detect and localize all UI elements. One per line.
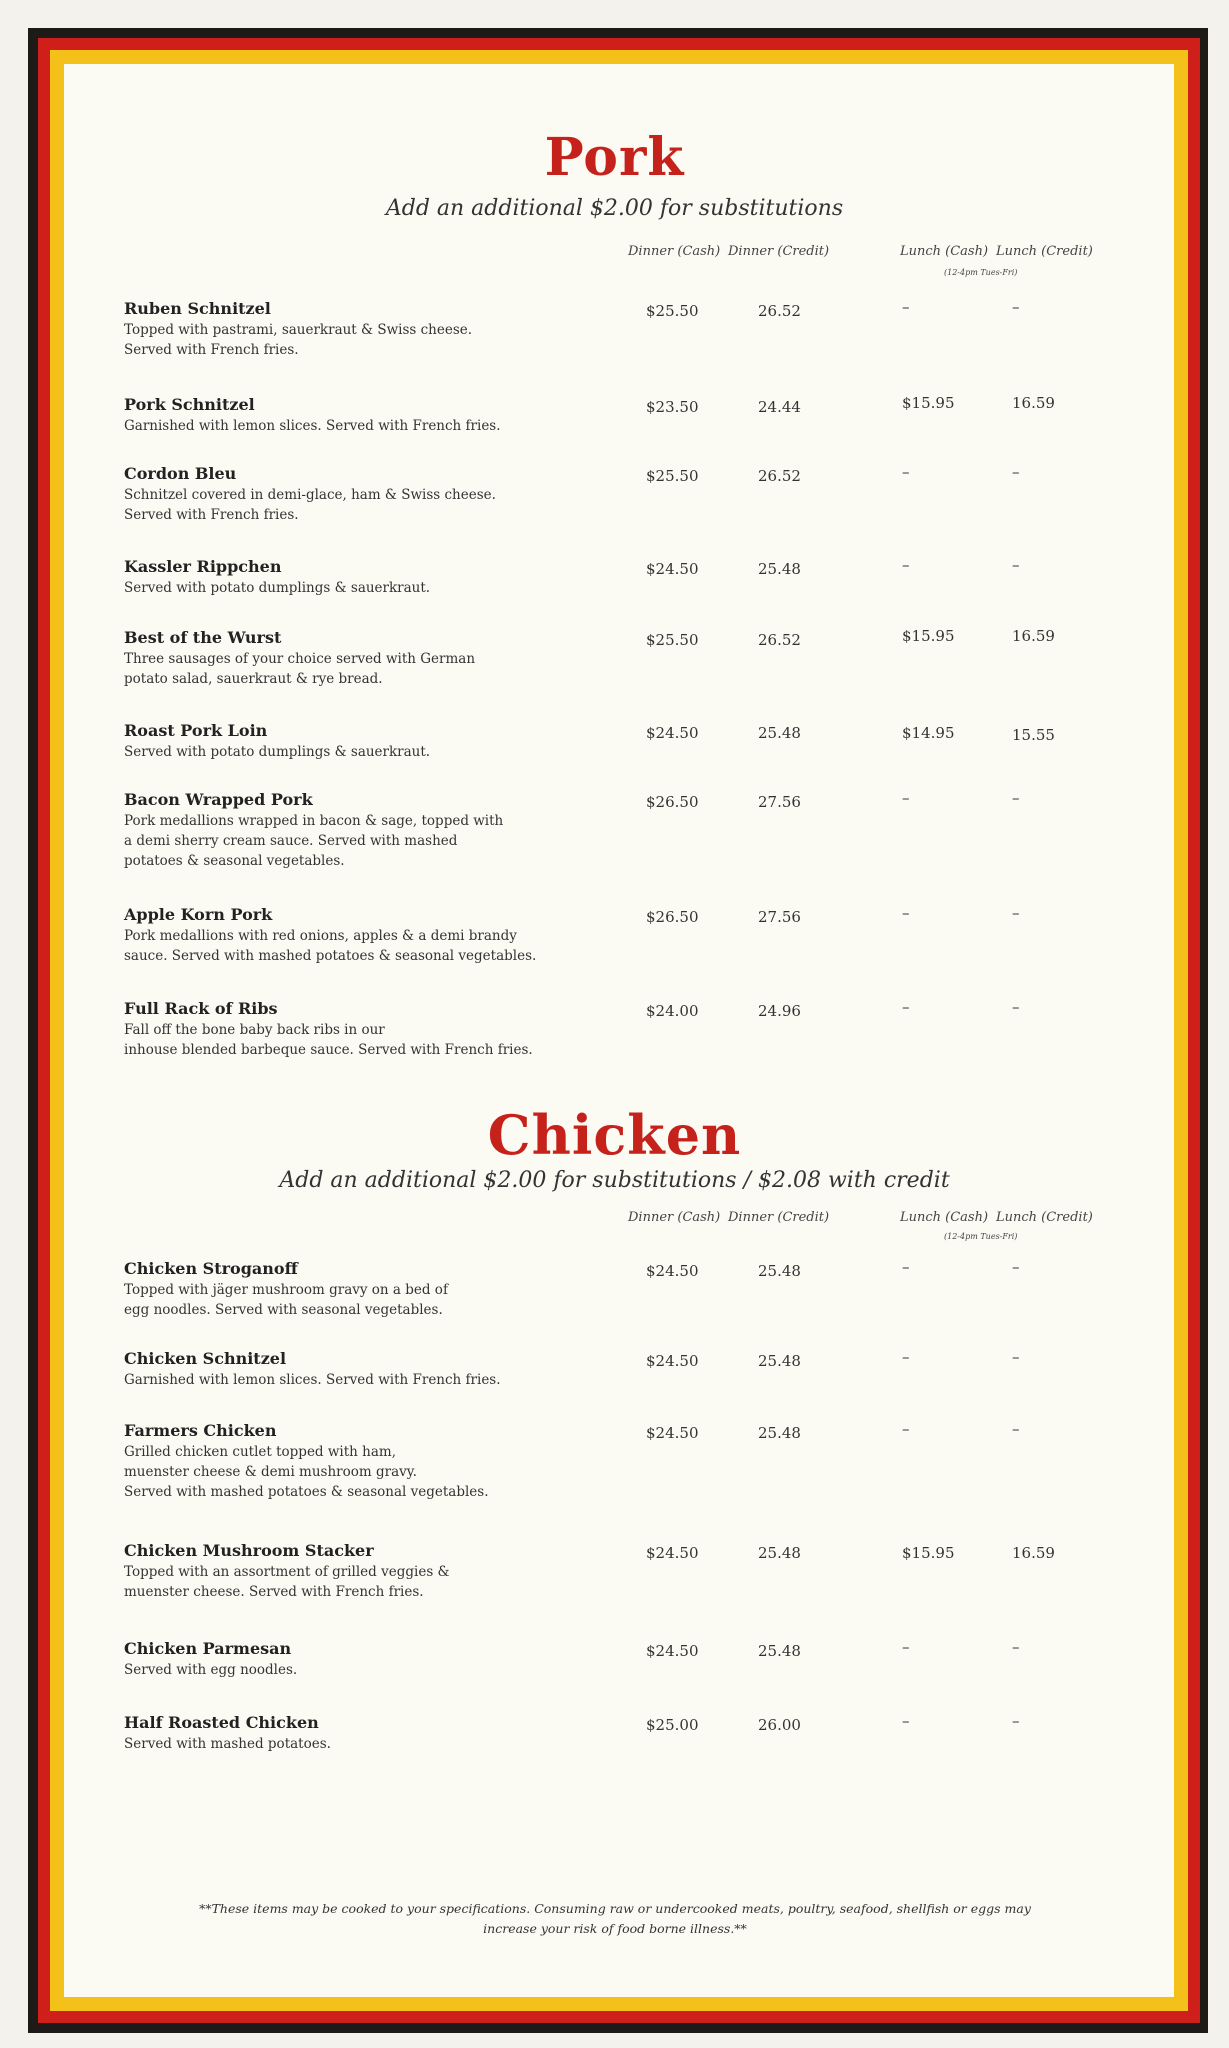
pork-section-title: Pork xyxy=(544,127,685,188)
price-lunch-credit: – xyxy=(1012,1348,1020,1366)
price-lunch-credit: – xyxy=(1012,789,1020,807)
price-dinner-cash: $23.50 xyxy=(646,398,699,416)
price-lunch-cash: – xyxy=(902,463,910,481)
price-lunch-credit: – xyxy=(1012,298,1020,316)
price-lunch-cash: $15.95 xyxy=(902,394,955,412)
menu-item-name: Full Rack of Ribs xyxy=(124,999,278,1018)
menu-item xyxy=(124,720,644,762)
price-lunch-credit: 16.59 xyxy=(1012,394,1055,412)
menu-item xyxy=(124,1540,644,1602)
price-lunch-credit: – xyxy=(1012,1712,1020,1730)
menu-item xyxy=(124,1638,644,1680)
price-lunch-cash: – xyxy=(902,556,910,574)
menu-item-desc: Topped with pastrami, sauerkraut & Swiss cheese. xyxy=(124,322,473,338)
menu-item-desc: Served with potato dumplings & sauerkraut. xyxy=(124,580,431,596)
pork-header-dinner-cash: Dinner (Cash) xyxy=(628,244,721,259)
menu-item-desc: Grilled chicken cutlet topped with ham, xyxy=(124,1444,396,1460)
price-lunch-credit: – xyxy=(1012,556,1020,574)
price-dinner-credit: 25.48 xyxy=(758,560,801,578)
price-dinner-cash: $24.50 xyxy=(646,560,699,578)
price-dinner-credit: 26.00 xyxy=(758,1716,801,1734)
menu-item-name: Bacon Wrapped Pork xyxy=(124,790,313,809)
price-dinner-cash: $25.50 xyxy=(646,631,699,649)
price-lunch-credit: 16.59 xyxy=(1012,1544,1055,1562)
menu-item-desc: egg noodles. Served with seasonal vegetables. xyxy=(124,1302,443,1318)
price-dinner-cash: $26.50 xyxy=(646,793,699,811)
menu-item-name: Chicken Schnitzel xyxy=(124,1349,287,1368)
chicken-header-lunch-cash: Lunch (Cash) xyxy=(900,1210,989,1225)
menu-item-desc: Served with French fries. xyxy=(124,342,299,358)
price-dinner-credit: 25.48 xyxy=(758,1544,801,1562)
price-lunch-cash: – xyxy=(902,1258,910,1276)
price-lunch-credit: – xyxy=(1012,998,1020,1016)
menu-item-desc: Pork medallions with red onions, apples & a demi brandy xyxy=(124,928,517,944)
menu-item-desc: sauce. Served with mashed potatoes & seasonal vegetables. xyxy=(124,948,537,964)
menu-item xyxy=(124,904,644,966)
menu-item xyxy=(124,1712,644,1754)
menu-item-desc: Fall off the bone baby back ribs in our xyxy=(124,1022,385,1038)
menu-item xyxy=(124,998,644,1060)
pork-header-lunch-credit: Lunch (Credit) xyxy=(996,244,1093,259)
price-lunch-cash: $14.95 xyxy=(902,724,955,742)
pork-header-lunch-cash: Lunch (Cash) xyxy=(900,244,989,259)
price-lunch-credit: – xyxy=(1012,1420,1020,1438)
menu-item xyxy=(124,298,644,360)
menu-item xyxy=(124,789,644,871)
price-dinner-cash: $24.50 xyxy=(646,1642,699,1660)
pork-header-lunch-note: (12-4pm Tues-Fri) xyxy=(944,268,1018,277)
menu-item-name: Ruben Schnitzel xyxy=(124,299,271,318)
menu-item xyxy=(124,1348,644,1390)
menu-item-name: Kassler Rippchen xyxy=(124,557,282,576)
menu-item xyxy=(124,627,644,689)
menu-item-name: Pork Schnitzel xyxy=(124,395,255,414)
price-lunch-cash: – xyxy=(902,789,910,807)
menu-item-desc: Topped with an assortment of grilled veggies & xyxy=(124,1564,450,1580)
price-lunch-cash: – xyxy=(902,1638,910,1656)
menu-item xyxy=(124,1258,644,1320)
price-lunch-cash: – xyxy=(902,1420,910,1438)
price-lunch-cash: $15.95 xyxy=(902,627,955,645)
menu-item-name: Roast Pork Loin xyxy=(124,721,268,740)
price-dinner-credit: 25.48 xyxy=(758,724,801,742)
price-dinner-credit: 27.56 xyxy=(758,793,801,811)
menu-item-name: Farmers Chicken xyxy=(124,1421,277,1440)
menu-item-desc: Schnitzel covered in demi-glace, ham & Swiss cheese. xyxy=(124,487,496,503)
price-dinner-cash: $24.50 xyxy=(646,1352,699,1370)
price-dinner-credit: 25.48 xyxy=(758,1262,801,1280)
price-dinner-cash: $25.50 xyxy=(646,302,699,320)
price-dinner-credit: 25.48 xyxy=(758,1352,801,1370)
price-dinner-credit: 24.96 xyxy=(758,1002,801,1020)
price-lunch-credit: 15.55 xyxy=(1012,726,1055,744)
menu-item-desc: Topped with jäger mushroom gravy on a bed of xyxy=(124,1282,448,1298)
price-dinner-credit: 26.52 xyxy=(758,631,801,649)
pork-header-dinner-credit: Dinner (Credit) xyxy=(728,244,830,259)
menu-item-desc: Served with mashed potatoes & seasonal vegetables. xyxy=(124,1484,489,1500)
menu-item-desc: Served with mashed potatoes. xyxy=(124,1736,331,1752)
menu-item-desc: muenster cheese & demi mushroom gravy. xyxy=(124,1464,417,1480)
menu-item-desc: Pork medallions wrapped in bacon & sage, topped with xyxy=(124,813,504,829)
menu-item-desc: muenster cheese. Served with French fries. xyxy=(124,1584,424,1600)
price-dinner-credit: 25.48 xyxy=(758,1424,801,1442)
price-dinner-credit: 24.44 xyxy=(758,398,801,416)
menu-item-name: Best of the Wurst xyxy=(124,628,282,647)
pork-section-subtitle: Add an additional $2.00 for substitutions xyxy=(385,196,844,221)
menu-item-name: Chicken Mushroom Stacker xyxy=(124,1541,374,1560)
chicken-section-subtitle: Add an additional $2.00 for substitutions / $2.08 with credit xyxy=(279,1168,950,1193)
menu-item xyxy=(124,463,644,525)
chicken-header-lunch-note: (12-4pm Tues-Fri) xyxy=(944,1232,1018,1241)
price-lunch-cash: – xyxy=(902,998,910,1016)
menu-item-name: Chicken Parmesan xyxy=(124,1639,292,1658)
menu-item-name: Half Roasted Chicken xyxy=(124,1713,319,1732)
menu-item-name: Apple Korn Pork xyxy=(124,905,273,924)
menu-item-desc: Served with potato dumplings & sauerkraut. xyxy=(124,744,431,760)
chicken-header-lunch-credit: Lunch (Credit) xyxy=(996,1210,1093,1225)
menu-item-desc: Served with egg noodles. xyxy=(124,1662,298,1678)
price-dinner-cash: $24.50 xyxy=(646,724,699,742)
menu-item-desc: potatoes & seasonal vegetables. xyxy=(124,853,345,869)
price-lunch-cash: – xyxy=(902,1712,910,1730)
price-dinner-credit: 25.48 xyxy=(758,1642,801,1660)
footnote-line: increase your risk of food borne illness.** xyxy=(483,1921,747,1936)
price-lunch-credit: 16.59 xyxy=(1012,627,1055,645)
menu-item-name: Cordon Bleu xyxy=(124,464,237,483)
price-dinner-cash: $25.00 xyxy=(646,1716,699,1734)
menu-item-desc: Three sausages of your choice served with German xyxy=(124,651,476,667)
menu-item-desc: Garnished with lemon slices. Served with French fries. xyxy=(124,1372,501,1388)
price-lunch-credit: – xyxy=(1012,904,1020,922)
chicken-header-dinner-credit: Dinner (Credit) xyxy=(728,1210,830,1225)
price-lunch-cash: – xyxy=(902,1348,910,1366)
chicken-section-title: Chicken xyxy=(487,1103,742,1167)
price-dinner-credit: 27.56 xyxy=(758,908,801,926)
footnote-line: **These items may be cooked to your specifications. Consuming raw or undercooked meats, poultry, seafood, shellfish or eggs may xyxy=(199,1901,1031,1916)
price-lunch-cash: – xyxy=(902,298,910,316)
price-dinner-cash: $24.50 xyxy=(646,1544,699,1562)
price-dinner-credit: 26.52 xyxy=(758,302,801,320)
menu-item xyxy=(124,394,644,436)
price-dinner-credit: 26.52 xyxy=(758,467,801,485)
price-lunch-cash: $15.95 xyxy=(902,1544,955,1562)
menu-item-desc: Served with French fries. xyxy=(124,507,299,523)
menu-item-desc: Garnished with lemon slices. Served with French fries. xyxy=(124,418,501,434)
price-dinner-cash: $24.00 xyxy=(646,1002,699,1020)
menu-item-name: Chicken Stroganoff xyxy=(124,1259,298,1278)
price-dinner-cash: $24.50 xyxy=(646,1424,699,1442)
menu-item-desc: a demi sherry cream sauce. Served with mashed xyxy=(124,833,458,849)
menu-item xyxy=(124,556,644,598)
menu-item xyxy=(124,1420,644,1502)
chicken-header-dinner-cash: Dinner (Cash) xyxy=(628,1210,721,1225)
price-lunch-credit: – xyxy=(1012,463,1020,481)
price-lunch-cash: – xyxy=(902,904,910,922)
menu-item-desc: inhouse blended barbeque sauce. Served with French fries. xyxy=(124,1042,533,1058)
price-dinner-cash: $24.50 xyxy=(646,1262,699,1280)
price-dinner-cash: $25.50 xyxy=(646,467,699,485)
menu-item-desc: potato salad, sauerkraut & rye bread. xyxy=(124,671,383,687)
price-lunch-credit: – xyxy=(1012,1638,1020,1656)
price-lunch-credit: – xyxy=(1012,1258,1020,1276)
food-safety-footnote xyxy=(100,1899,1130,1939)
price-dinner-cash: $26.50 xyxy=(646,908,699,926)
